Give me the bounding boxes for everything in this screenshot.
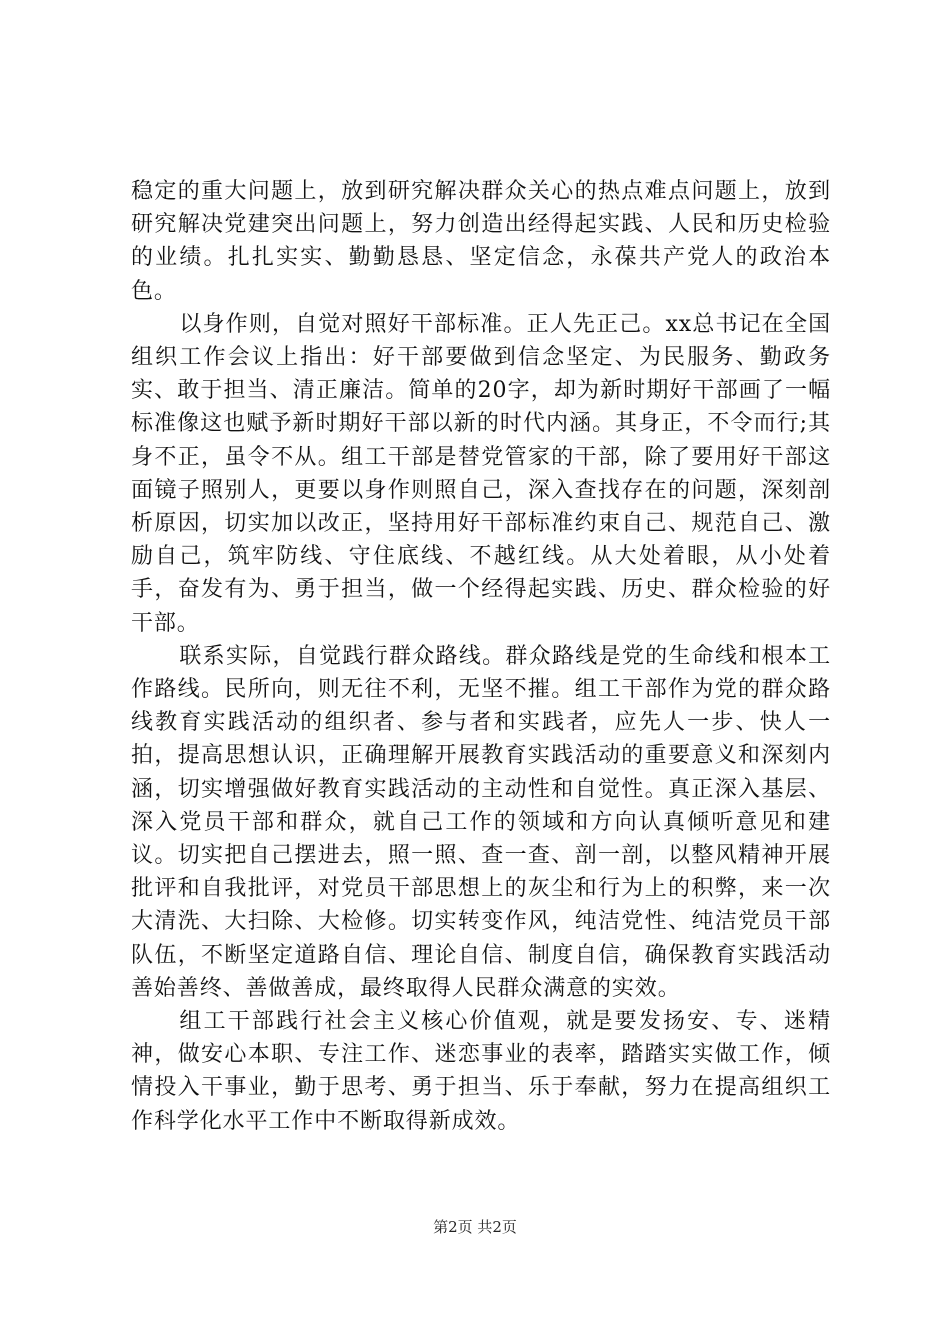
document-body xyxy=(131,175,831,1138)
page-footer: 第2页 共2页 xyxy=(433,1218,517,1236)
paragraph-good-cadre-standard: 以身作则，自觉对照好干部标准。正人先正己。xx总书记在全国组织工作会议上指出：好干部要做到信念坚定、为民服务、勤政务实、敢于担当、清正廉洁。简单的20字，却为新时期好干部画了一幅标准像这也赋予新时期好干部以新的时代内涵。其身正，不令而行;其身不正，虽令不从。组工干部是替党管家的干部，除了要用好干部这面镜子照别人，更要以身作则照自己，深入查找存在的问题，深刻剖析原因，切实加以改正，坚持用好干部标准约束自己、规范自己、激励自己，筑牢防线、守住底线、不越红线。从大处着眼，从小处着手，奋发有为、勇于担当，做一个经得起实践、历史、群众检验的好干部。 xyxy=(131,311,831,636)
paragraph-mass-line: 联系实际，自觉践行群众路线。群众路线是党的生命线和根本工作路线。民所向，则无往不利，无坚不摧。组工干部作为党的群众路线教育实践活动的组织者、参与者和实践者，应先人一步、快人一拍，提高思想认识，正确理解开展教育实践活动的重要意义和深刻内涵，切实增强做好教育实践活动的主动性和自觉性。真正深入基层、深入党员干部和群众，就自己工作的领域和方向认真倾听意见和建议。切实把自己摆进去，照一照、查一查、剖一剖，以整风精神开展批评和自我批评，对党员干部思想上的灰尘和行为上的积弊，来一次大清洗、大扫除、大检修。切实转变作风，纯洁党性、纯洁党员干部队伍，不断坚定道路自信、理论自信、制度自信，确保教育实践活动善始善终、善做善成，最终取得人民群众满意的实效。 xyxy=(131,643,831,1001)
paragraph-core-values: 组工干部践行社会主义核心价值观，就是要发扬安、专、迷精神，做安心本职、专注工作、迷恋事业的表率，踏踏实实做工作，倾情投入干事业，勤于思考、勇于担当、乐于奉献，努力在提高组织工作科学化水平工作中不断取得新成效。 xyxy=(131,1009,831,1134)
paragraph-continuation: 稳定的重大问题上，放到研究解决群众关心的热点难点问题上，放到研究解决党建突出问题上，努力创造出经得起实践、人民和历史检验的业绩。扎扎实实、勤勤恳恳、坚定信念，永葆共产党人的政治本色。 xyxy=(131,179,831,304)
